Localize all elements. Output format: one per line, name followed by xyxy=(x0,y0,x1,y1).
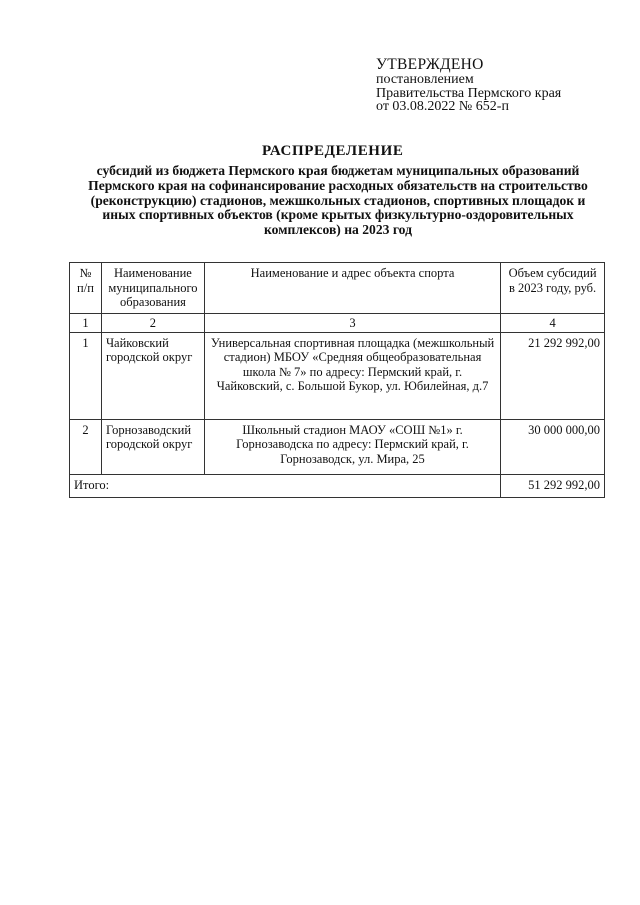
row-num: 2 xyxy=(70,419,102,474)
header-num: № п/п xyxy=(70,263,102,314)
row-num: 1 xyxy=(70,332,102,419)
approval-heading: УТВЕРЖДЕНО xyxy=(376,56,484,73)
column-number-row xyxy=(70,313,605,332)
row-amount: 21 292 992,00 xyxy=(501,332,605,419)
table-row xyxy=(70,332,605,419)
approval-line-3: от 03.08.2022 № 652-п xyxy=(376,99,509,114)
approval-line-1: постановлением xyxy=(376,72,474,87)
column-number: 4 xyxy=(501,313,605,332)
column-number: 1 xyxy=(70,313,102,332)
table-header-row xyxy=(70,263,605,314)
total-amount: 51 292 992,00 xyxy=(501,474,605,497)
row-object: Школьный стадион МАОУ «СОШ №1» г. Горнозаводска по адресу: Пермский край, г. Горнозаводск, ул. Мира, 25 xyxy=(204,419,500,474)
approval-block xyxy=(376,56,616,114)
row-amount: 30 000 000,00 xyxy=(501,419,605,474)
total-label: Итого: xyxy=(70,474,501,497)
row-municipality: Горнозаводский городской округ xyxy=(101,419,204,474)
document-subtitle: субсидий из бюджета Пермского края бюджетам муниципальных образований Пермского края на софинансирование расходных обязательств на строительство (реконструкцию) стадионов, межшкольных стадионов, спортивных площадок и иных спортивных объектов (кроме крытых физкультурно-оздоровительных комплексов) на 2023 год xyxy=(88,163,588,238)
header-object: Наименование и адрес объекта спорта xyxy=(204,263,500,314)
column-number: 3 xyxy=(204,313,500,332)
header-amount: Объем субсидий в 2023 году, руб. xyxy=(501,263,605,314)
distribution-table xyxy=(69,262,605,498)
header-municipality: Наименование муниципального образования xyxy=(101,263,204,314)
row-object: Универсальная спортивная площадка (межшкольный стадион) МБОУ «Средняя общеобразовательная школа № 7» по адресу: Пермский край, г. Чайковский, с. Большой Букор, ул. Юбилейная, д.7 xyxy=(204,332,500,419)
table-row xyxy=(70,419,605,474)
document-title: РАСПРЕДЕЛЕНИЕ xyxy=(262,143,404,159)
row-municipality: Чайковский городской округ xyxy=(101,332,204,419)
approval-line-2: Правительства Пермского края xyxy=(376,85,562,101)
column-number: 2 xyxy=(101,313,204,332)
total-row xyxy=(70,474,605,497)
